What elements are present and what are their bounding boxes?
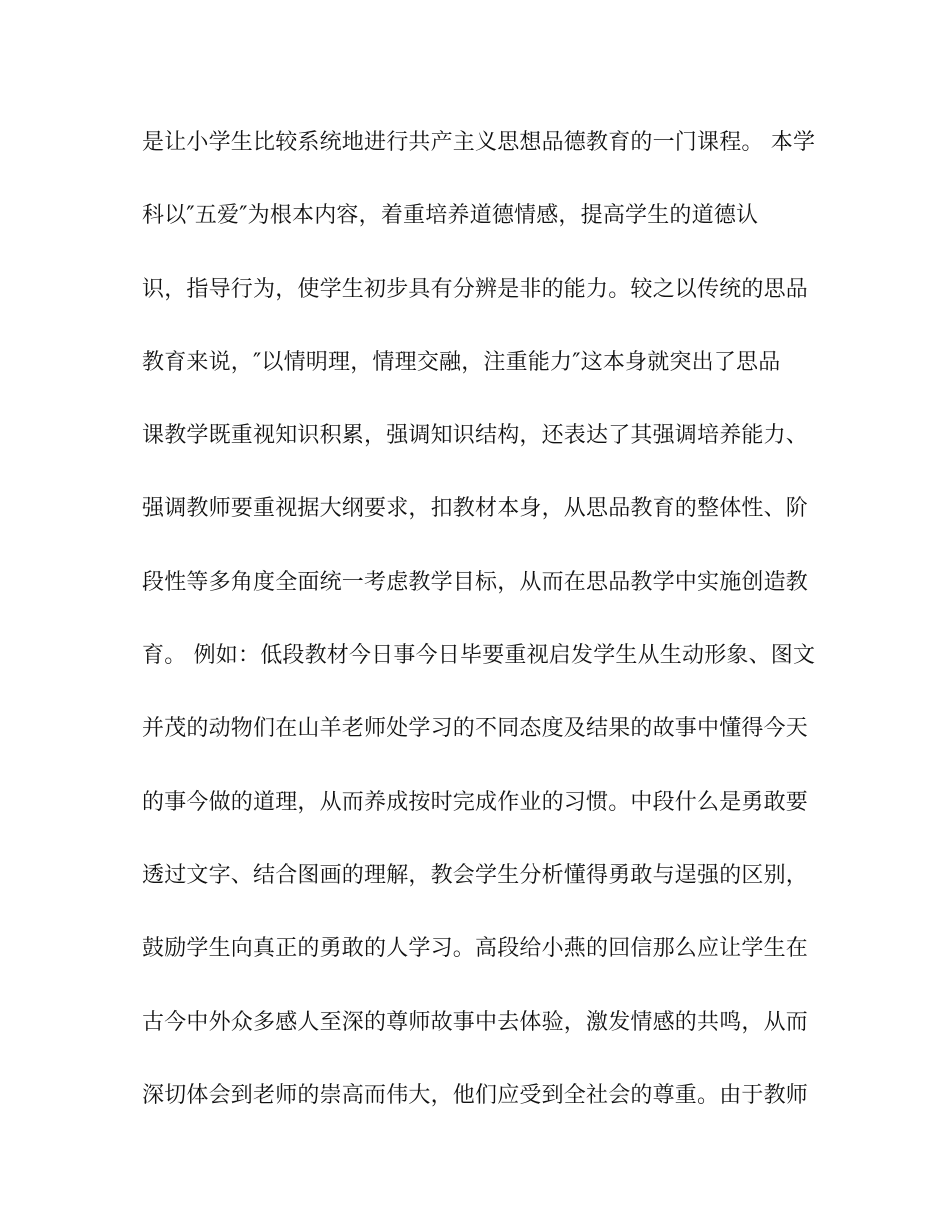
text-line: 育。 例如：低段教材今日事今日毕要重视启发学生从生动形象、图文: [142, 643, 816, 669]
text-line: 古今中外众多感人至深的尊师故事中去体验，激发情感的共鸣，从而: [142, 1009, 809, 1035]
text-line: 透过文字、结合图画的理解，教会学生分析懂得勇敢与逞强的区别，: [142, 862, 809, 888]
text-line: 教育来说，″以情明理，情理交融，注重能力″这本身就突出了思品: [142, 349, 781, 375]
text-line: 的事今做的道理，从而养成按时完成作业的习惯。中段什么是勇敢要: [142, 789, 809, 815]
text-line: 科以″五爱″为根本内容，着重培养道德情感，提高学生的道德认: [142, 203, 759, 229]
text-line: 段性等多角度全面统一考虑教学目标，从而在思品教学中实施创造教: [142, 569, 809, 595]
text-line: 识，指导行为，使学生初步具有分辨是非的能力。较之以传统的思品: [142, 276, 809, 302]
text-line: 鼓励学生向真正的勇敢的人学习。高段给小燕的回信那么应让学生在: [142, 936, 809, 962]
text-line: 并茂的动物们在山羊老师处学习的不同态度及结果的故事中懂得今天: [142, 716, 809, 742]
text-line: 强调教师要重视据大纲要求，扣教材本身，从思品教育的整体性、阶: [142, 496, 809, 522]
text-line: 是让小学生比较系统地进行共产主义思想品德教育的一门课程。 本学: [142, 130, 816, 155]
text-line: 课教学既重视知识积累，强调知识结构，还表达了其强调培养能力、: [142, 423, 809, 449]
body-text: [142, 121, 822, 1147]
text-line: 深切体会到老师的崇高而伟大，他们应受到全社会的尊重。由于教师: [142, 1082, 809, 1108]
